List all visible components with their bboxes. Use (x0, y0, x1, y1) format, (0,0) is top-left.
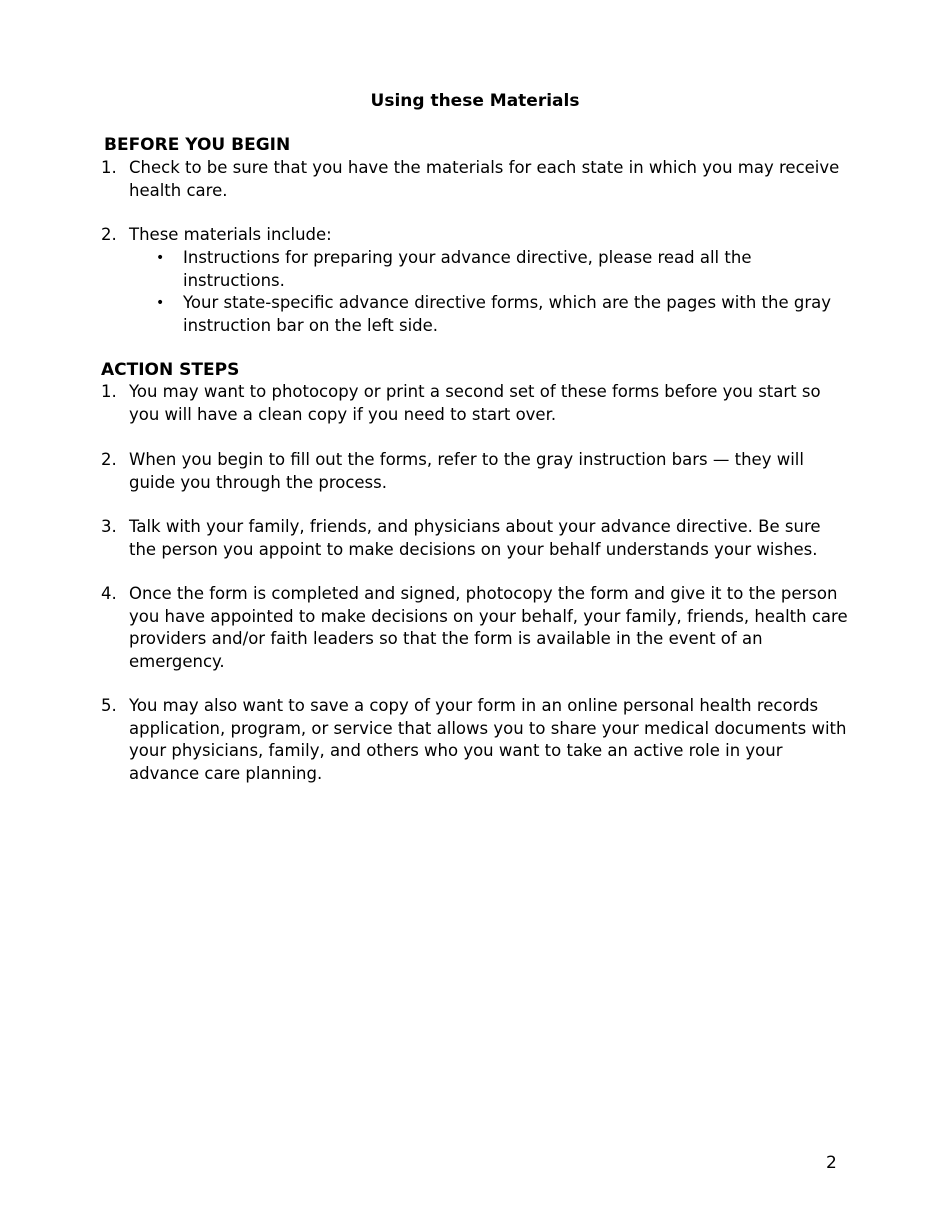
action-item-3 (101, 516, 851, 561)
item-text: You may also want to save a copy of your form in an online personal health records application, program, or service that allows you to share your medical documents with your physicians, family, and others who you want to take an active role in your advance care planning. (129, 696, 847, 783)
item-number: 2. (101, 225, 117, 244)
item-number: 4. (101, 584, 117, 603)
action-item-4 (101, 583, 851, 673)
item-number: 1. (101, 158, 117, 177)
item-text: Check to be sure that you have the materials for each state in which you may receive health care. (129, 158, 840, 200)
before-you-begin-heading: BEFORE YOU BEGIN (104, 135, 291, 155)
item-text: You may want to photocopy or print a second set of these forms before you start so you will have a clean copy if you need to start over. (129, 382, 821, 424)
item-text: Once the form is completed and signed, photocopy the form and give it to the person you have appointed to make decisions on your behalf, your family, friends, health care providers and/or faith leaders so that the form is available in the event of an emergency. (129, 584, 848, 671)
action-item-2 (101, 449, 851, 494)
bullet-item (156, 292, 836, 337)
item-text: These materials include: (129, 225, 332, 244)
bullet-text: Your state-specific advance directive forms, which are the pages with the gray instruction bar on the left side. (183, 293, 831, 335)
action-item-5 (101, 695, 851, 785)
item-number: 3. (101, 517, 117, 536)
item-text: Talk with your family, friends, and physicians about your advance directive. Be sure the person you appoint to make decisions on your behalf understands your wishes. (129, 517, 821, 559)
item-text: When you begin to fill out the forms, refer to the gray instruction bars — they will guide you through the process. (129, 450, 804, 492)
bullet-text: Instructions for preparing your advance directive, please read all the instructions. (183, 248, 752, 290)
action-item-1 (101, 381, 851, 426)
item-number: 5. (101, 696, 117, 715)
before-item-2 (101, 224, 851, 247)
page-number: 2 (826, 1153, 837, 1173)
bullet-mark: • (156, 295, 165, 311)
item-number: 1. (101, 382, 117, 401)
page-title: Using these Materials (370, 91, 580, 111)
before-item-1 (101, 157, 851, 202)
bullet-mark: • (156, 250, 165, 266)
item-number: 2. (101, 450, 117, 469)
bullet-item (156, 247, 836, 292)
action-steps-heading: ACTION STEPS (101, 360, 240, 380)
